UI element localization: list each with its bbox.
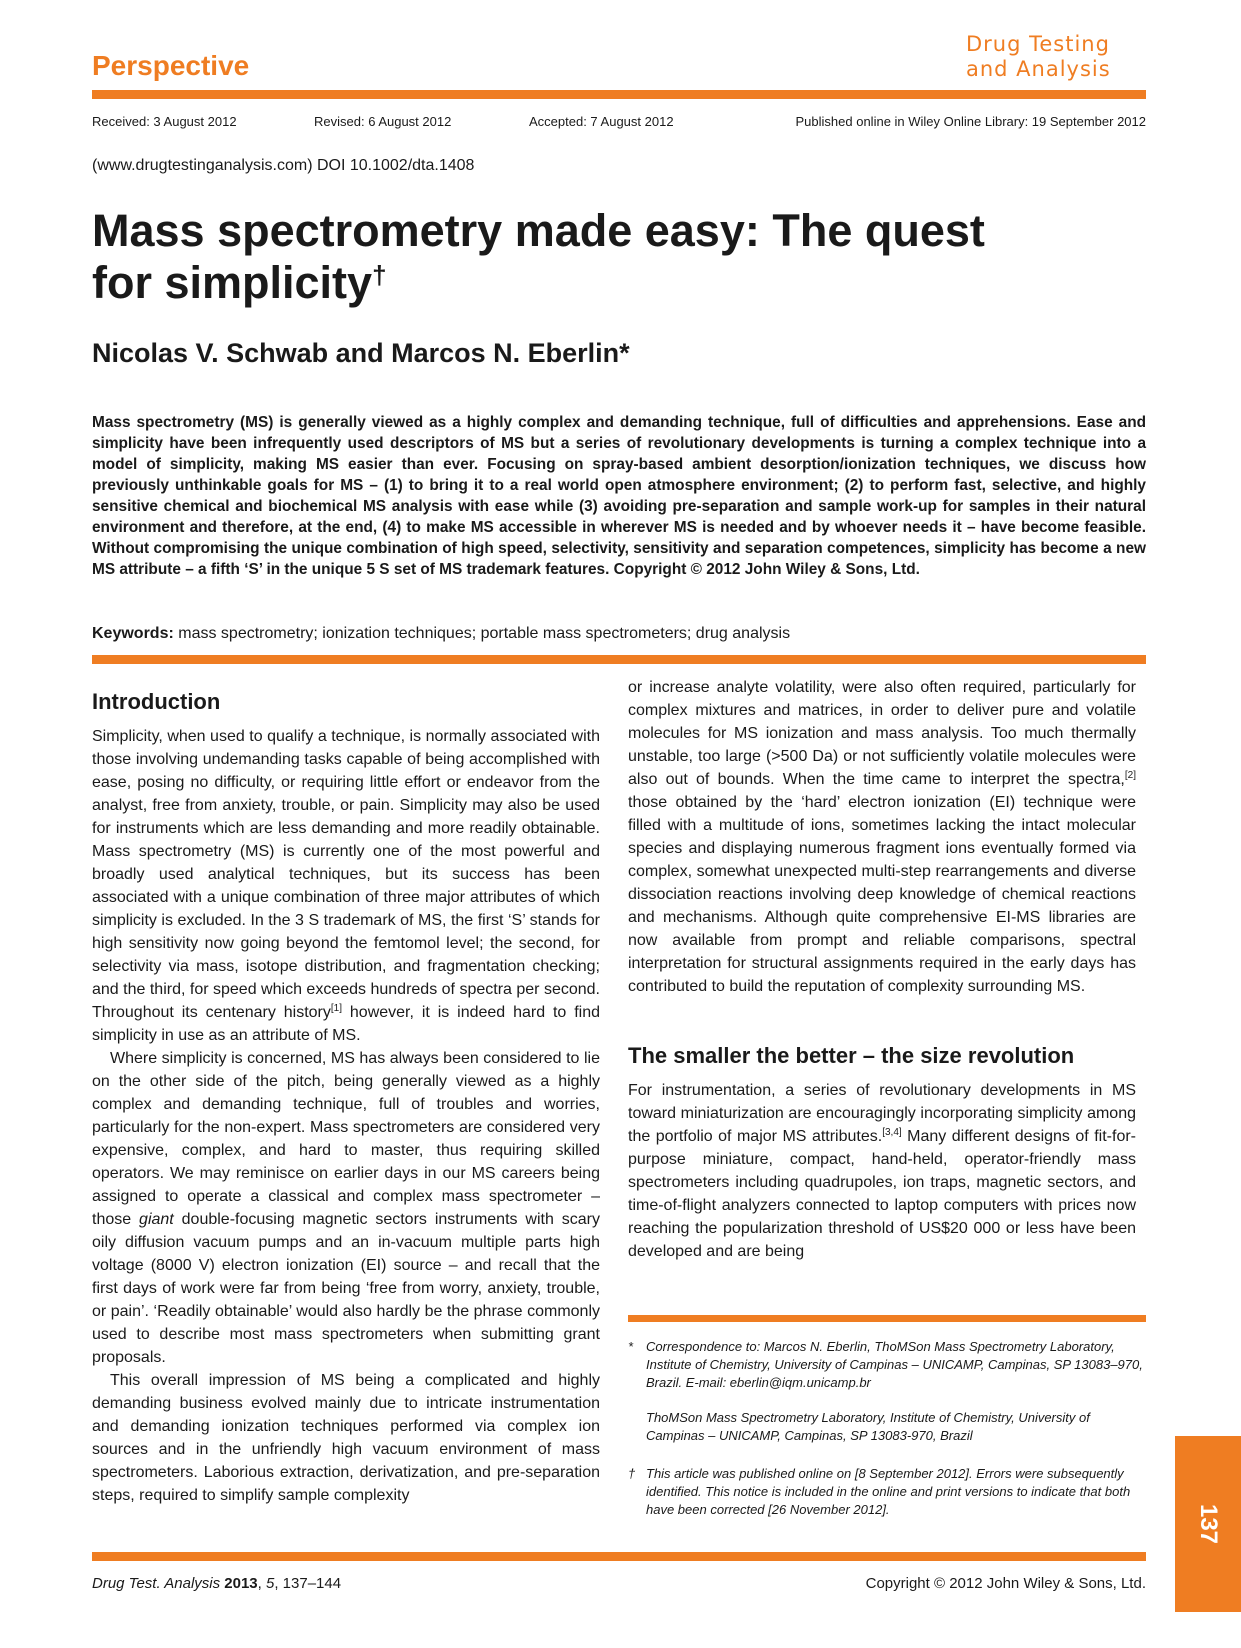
section-label: Perspective <box>92 50 250 81</box>
dagger-note <box>628 1465 1146 1519</box>
keywords <box>92 625 790 643</box>
copyright: Copyright © 2012 John Wiley & Sons, Ltd. <box>865 1575 1146 1592</box>
article-title-text: Mass spectrometry made easy: The quest for simplicity <box>92 205 985 308</box>
journal-logo-line2: and Analysis <box>966 57 1111 81</box>
doi-line: (www.drugtestinganalysis.com) DOI 10.1002/dta.1408 <box>92 157 475 174</box>
ref-1[interactable]: [1] <box>330 1003 343 1014</box>
page-number: 137 <box>1195 1503 1222 1545</box>
left-column <box>92 690 600 1507</box>
paragraph-4: or increase analyte volatility, were also often required, particularly for complex mixtures and matrices, in order to deliver pure and volatile molecules for MS ionization and mass analysis. Too much thermally unstable, too large (>500 Da) or not sufficiently volatile molecules were also out of bounds. When the time came to interpret the spectra,[2] those obtained by the ‘hard’ electron ionization (EI) technique were filled with a multitude of ions, sometimes lacking the intact molecular species and displaying numerous fragment ions eventually formed via complex, somewhat unexpected multi-step rearrangements and diverse dissociation reactions involving deep knowledge of chemical reactions and mechanisms. Although quite comprehensive EI-MS libraries are now available from prompt and reliable comparisons, spectral interpretation for structural assignments required in the early days has contributed to build the reputation of complexity surrounding MS. <box>628 679 1136 995</box>
keywords-text: mass spectrometry; ionization techniques; portable mass spectrometers; drug analysis <box>178 625 791 642</box>
paragraph-3: This overall impression of MS being a complicated and highly demanding business evolved mainly due to intricate instrumentation and demanding ionization techniques performed via complex ion sources and in the unfriendly high vacuum environment of mass spectrometers. Laborious extraction, derivatization, and pre-separation steps, required to simplify sample complexity <box>92 1372 600 1504</box>
dagger-mark: † <box>628 1466 636 1481</box>
header-rule <box>92 90 1146 99</box>
correspondence-note <box>628 1338 1146 1392</box>
abstract: Mass spectrometry (MS) is generally viewed as a highly complex and demanding technique, full of difficulties and apprehensions. Ease and simplicity have been infrequently used descriptors of MS but a series of revolutionary developments is turning a complex technique into a model of simplicity, making MS easier than ever. Focusing on spray-based ambient desorption/ionization techniques, we discuss how previously unthinkable goals for MS – (1) to bring it to a real world open atmosphere environment; (2) to perform fast, selective, and highly sensitive chemical and biochemical MS analysis with ease while (3) avoiding pre-separation and sample work-up for samples in their natural environment and therefore, at the end, (4) to make MS accessible in wherever MS is needed and by whoever needs it – have become feasible. Without compromising the unique combination of high speed, selectivity, sensitivity and separation competences, simplicity has become a new MS attribute – a fifth ‘S’ in the unique 5 S set of MS trademark features. Copyright © 2012 John Wiley & Sons, Ltd. <box>92 414 1146 578</box>
footnote-rule <box>628 1315 1146 1322</box>
paragraph-1: Simplicity, when used to qualify a technique, is normally associated with those involving undemanding tasks capable of being accomplished with ease, posing no difficulty, or requiring little effort or endeavor from the analyst, free from anxiety, trouble, or pain. Simplicity may also be used for instruments which are less demanding and more readily obtainable. Mass spectrometry (MS) is currently one of the most powerful and broadly used analytical techniques, but its success has been associated with a unique combination of three major attributes of which simplicity is excluded. In the 3 S trademark of MS, the first ‘S’ stands for high sensitivity now going beyond the femtomol level; the second, for selectivity via mass, isotope distribution, and fragmentation checking; and the third, for speed which exceeds hundreds of spectra per second. Throughout its centenary history[1] however, it is indeed hard to find simplicity in use as an attribute of MS. <box>92 728 601 1044</box>
paragraph-2: Where simplicity is concerned, MS has always been considered to lie on the other side of the pitch, being generally viewed as a highly complex and demanding technique, full of troubles and worries, particularly for the non-expert. Mass spectrometers are considered very expensive, complex, and hard to master, thus requiring skilled operators. We may reminisce on earlier days in our MS careers being assigned to operate a classical and complex mass spectrometer – those giant double-focusing magnetic sectors instruments with scary oily diffusion vacuum pumps and an in-vacuum multiple parts high voltage (8000 V) electron ionization (EI) source – and recall that the first days of work were far from being ‘free from worry, anxiety, trouble, or pain’. ‘Readily obtainable’ would also hardly be the phrase commonly used to describe most mass spectrometers when submitting grant proposals. <box>92 1050 600 1366</box>
paragraph-5: For instrumentation, a series of revolutionary developments in MS toward miniaturization are encouragingly incorporating simplicity among the portfolio of major MS attributes.[3,4] Many different designs of fit-for-purpose miniature, compact, hand-held, operator-friendly mass spectrometers including quadrupoles, ion traps, magnetic sectors, and time-of-flight analyzers connected to laptop computers with prices now reaching the popularization threshold of US$20 000 or less have been developed and are being <box>628 1082 1137 1260</box>
right-column <box>628 676 1136 1263</box>
journal-logo-line1: Drug Testing <box>966 32 1110 56</box>
title-dagger: † <box>372 260 387 290</box>
correspondence-text: Correspondence to: Marcos N. Eberlin, ThoMSon Mass Spectrometry Laboratory, Institute of Chemistry, University of Campinas – UNICAMP, Campinas, SP 13083–970, Brazil. E-mail: eberlin@iqm.unicamp.br <box>646 1339 1143 1390</box>
ref-3-4[interactable]: [3,4] <box>882 1127 902 1138</box>
article-title <box>92 205 1052 309</box>
footer-rule <box>92 1552 1146 1561</box>
affiliation-text: ThoMSon Mass Spectrometry Laboratory, Institute of Chemistry, University of Campinas – UNICAMP, Campinas, SP 13083-970, Brazil <box>646 1410 1090 1443</box>
journal-abbrev: Drug Test. Analysis <box>92 1575 221 1592</box>
abstract-rule <box>92 655 1146 664</box>
citation-volume: 5 <box>266 1575 275 1592</box>
citation: Drug Test. Analysis 2013, 5, 137–144 <box>92 1575 342 1592</box>
authors: Nicolas V. Schwab and Marcos N. Eberlin* <box>92 338 630 368</box>
ref-2[interactable]: [2] <box>1124 770 1136 781</box>
star-mark: * <box>628 1339 634 1354</box>
keywords-label: Keywords: <box>92 625 174 642</box>
intro-heading: Introduction <box>92 689 221 714</box>
published-date: Published online in Wiley Online Library: 19 September 2012 <box>795 114 1146 129</box>
dagger-text: This article was published online on [8 September 2012]. Errors were subsequently identified. This notice is included in the online and print versions to indicate that both have been corrected [26 November 2012]. <box>646 1466 1131 1517</box>
citation-pages: , 137–144 <box>274 1575 342 1592</box>
received-date: Received: 3 August 2012 <box>92 114 237 129</box>
page-number-tab <box>1175 1436 1241 1612</box>
revised-date: Revised: 6 August 2012 <box>314 114 452 129</box>
citation-year: 2013 <box>224 1575 258 1592</box>
affiliation-note <box>628 1409 1146 1445</box>
size-heading: The smaller the better – the size revolution <box>628 1043 1075 1068</box>
accepted-date: Accepted: 7 August 2012 <box>529 114 674 129</box>
journal-logo <box>966 32 1111 82</box>
